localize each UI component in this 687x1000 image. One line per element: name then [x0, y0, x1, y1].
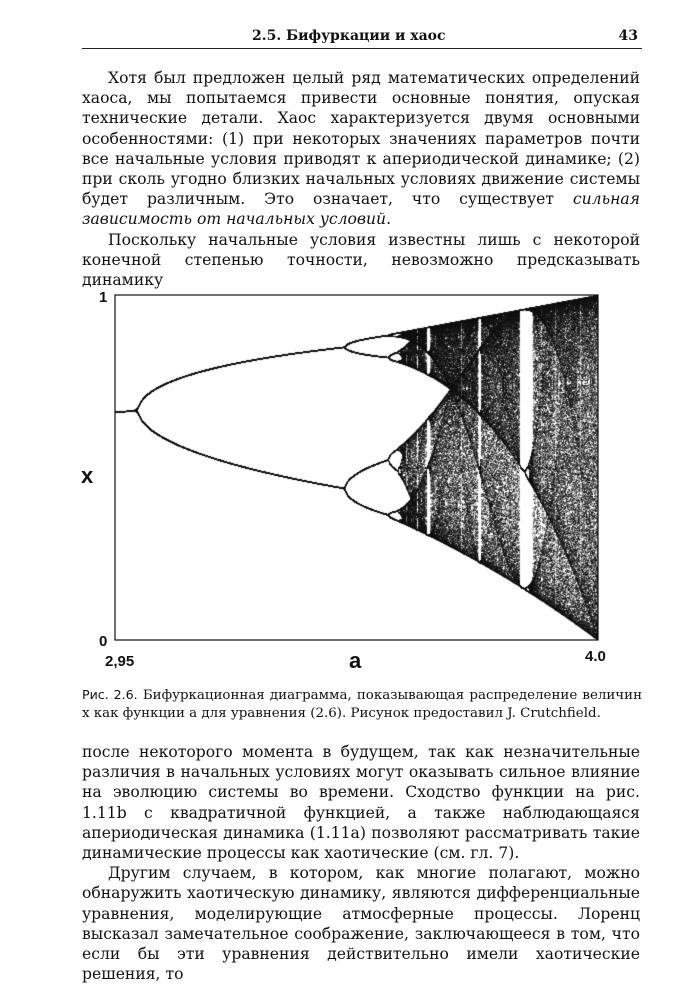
section-title: 2.5. Бифуркации и хаос — [252, 28, 446, 44]
y-axis-label: x — [81, 463, 94, 488]
figure-caption — [82, 686, 642, 723]
page-number: 43 — [618, 28, 638, 44]
body-text-bottom — [82, 742, 640, 984]
x-tick-min: 2,95 — [105, 653, 135, 670]
emphasis: сильная зависимость от начальных условий — [82, 190, 640, 229]
x-tick-max: 4.0 — [585, 648, 606, 665]
bifurcation-points — [115, 295, 598, 640]
paragraph: после некоторого момента в будущем, так как незначительные различия в начальных условиях могут оказывать сильное влияние на эволюцию системы во времени. Сходство функции на рис. 1.11b с квадратичной функцией, а также наблюдающаяся апериодическая динамика (1.11a) позволяют рассматривать такие динамические процессы как хаотические (см. гл. 7). — [82, 743, 640, 863]
bifurcation-figure — [75, 282, 655, 677]
caption-text: Бифуркационная диаграмма, показывающая распределение величин x как функции a для уравнения (2.6). Рисунок предоставил J. Crutchfield. — [82, 688, 643, 721]
y-tick-min: 0 — [99, 633, 108, 650]
y-tick-max: 1 — [99, 289, 108, 306]
paragraph: Другим случаем, в котором, как многие полагают, можно обнаружить хаотическую динамику, являются дифференциальные уравнения, моделирующие атмосферные процессы. Лоренц высказал замечательное соображение, заключающееся в том, что если бы эти уравнения действительно имели хаотические решения, то — [82, 864, 640, 984]
paragraph: Хотя был предложен целый ряд математических определений хаоса, мы попытаемся привести основные понятия, опуская технические детали. Хаос характеризуется двумя основными особенностями: (1) при некоторых значениях параметров почти все начальные условия приводят к апериодической динамике; (2) при сколь угодно близких начальных условиях движение системы будет различным. Это означает, что существует сильная зависимость от начальных условий. — [82, 69, 640, 229]
caption-label: Рис. 2.6. — [82, 687, 138, 702]
paragraph: Поскольку начальные условия известны лишь с некоторой конечной степенью точности, невозможно предсказывать динамику — [82, 230, 640, 290]
running-header — [82, 26, 642, 49]
bifurcation-point-cloud — [115, 295, 598, 640]
x-axis-label: a — [349, 648, 362, 673]
body-text-top — [82, 68, 640, 290]
bifurcation-diagram — [75, 282, 655, 677]
